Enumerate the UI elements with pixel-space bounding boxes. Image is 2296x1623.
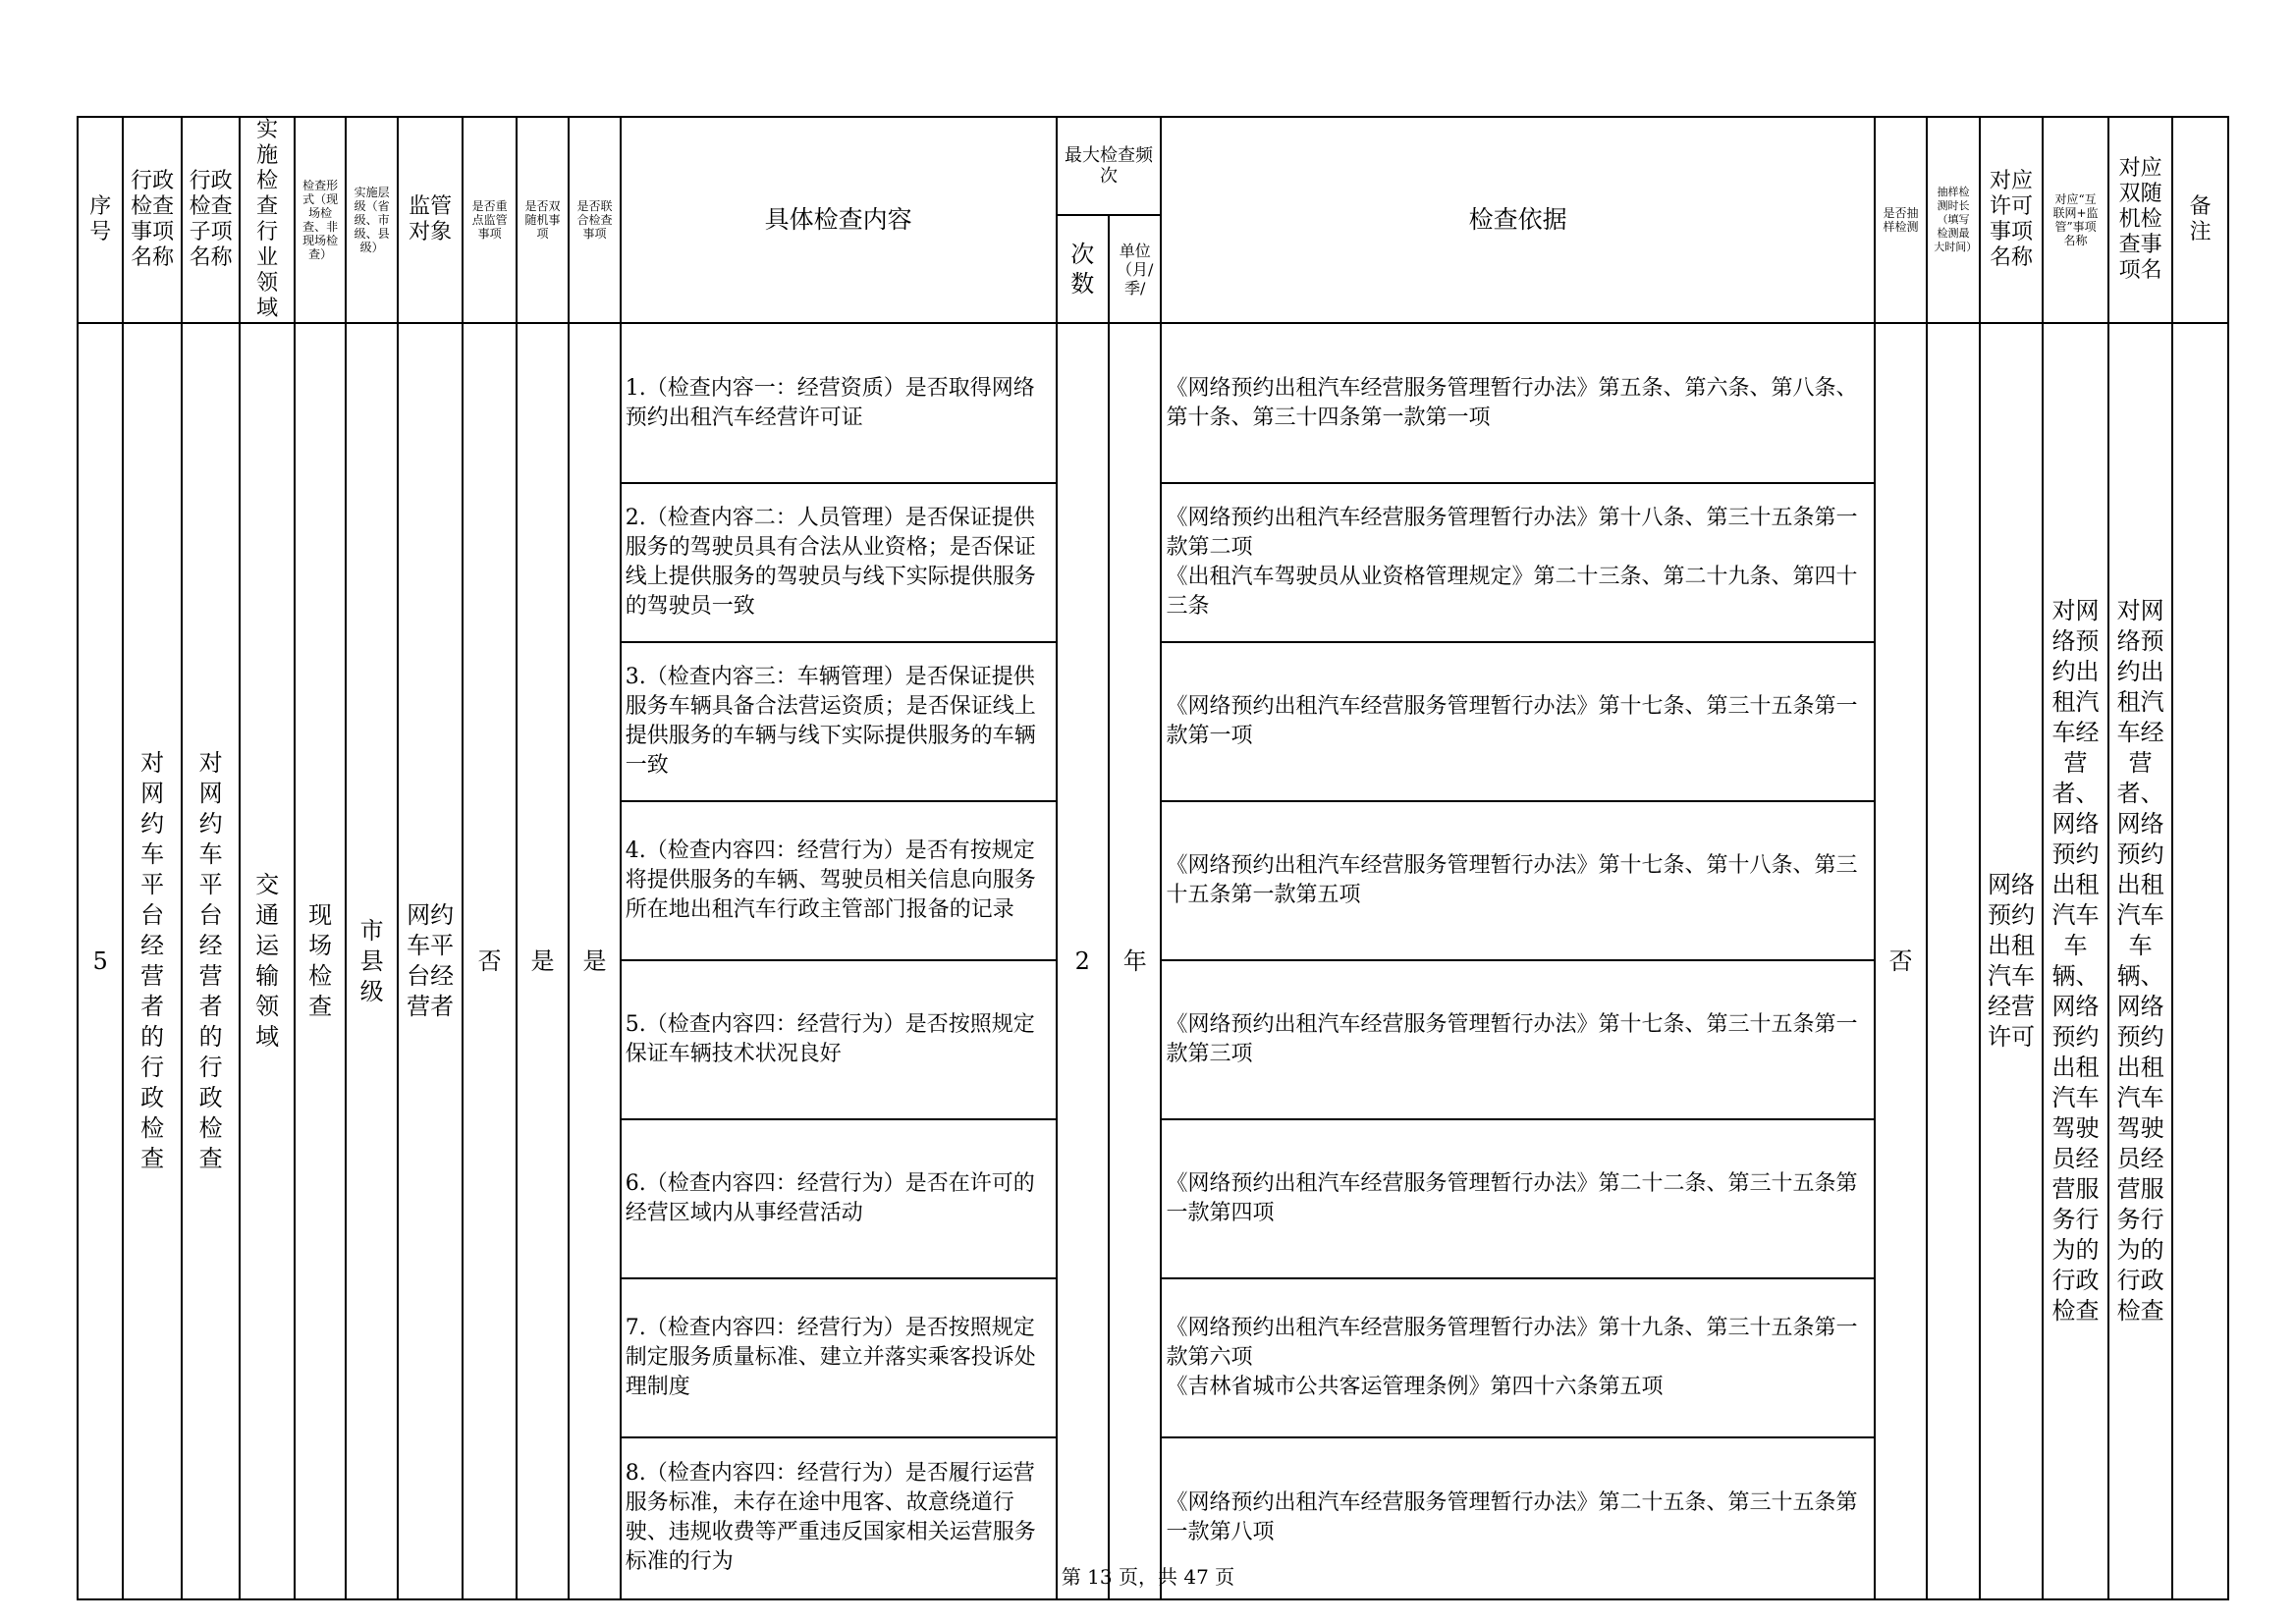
content-item: 6.（检查内容四：经营行为）是否在许可的经营区域内从事经营活动 <box>622 1120 1056 1279</box>
cell-sample-time <box>1927 323 1979 1599</box>
header-form: 检查形式（现场检查、非现场检查） <box>295 117 346 323</box>
content-item: 1.（检查内容一：经营资质）是否取得网络预约出租汽车经营许可证 <box>622 325 1056 484</box>
basis-text: 《网络预约出租汽车经营服务管理暂行办法》第十八条、第三十五条第一款第二项 <box>1166 506 1858 560</box>
header-joint: 是否联合检查事项 <box>569 117 620 323</box>
header-note: 备注 <box>2172 117 2228 323</box>
cell-level: 市县级 <box>346 323 397 1599</box>
header-license: 对应许可事项名称 <box>1980 117 2044 323</box>
header-freq-times: 次数 <box>1057 215 1109 323</box>
basis-item <box>1162 802 1873 961</box>
basis-text: 《网络预约出租汽车经营服务管理暂行办法》第五条、第六条、第八条、第十条、第三十四条第一款第一项 <box>1166 376 1858 430</box>
header-content: 具体检查内容 <box>621 117 1057 323</box>
header-freq-unit: 单位（月/季/ <box>1109 215 1161 323</box>
header-target: 监管对象 <box>398 117 464 323</box>
header-dual-random: 对应双随机检查事项名 <box>2108 117 2173 323</box>
basis-text: 《吉林省城市公共客运管理条例》第四十六条第五项 <box>1166 1375 1664 1399</box>
basis-text: 《出租汽车驾驶员从业资格管理规定》第二十三条、第二十九条、第四十三条 <box>1166 565 1858 619</box>
basis-item <box>1162 1120 1873 1279</box>
basis-item <box>1162 484 1873 643</box>
header-basis: 检查依据 <box>1161 117 1874 323</box>
content-item: 7.（检查内容四：经营行为）是否按照规定制定服务质量标准、建立并落实乘客投诉处理制度 <box>622 1279 1056 1438</box>
header-sub-item-name: 行政检查子项名称 <box>182 117 241 323</box>
content-item: 3.（检查内容三：车辆管理）是否保证提供服务车辆具备合法营运资质；是否保证线上提供服务的车辆与线下实际提供服务的车辆一致 <box>622 643 1056 802</box>
cell-basis-list <box>1161 323 1874 1599</box>
inspection-table <box>77 116 2229 1600</box>
content-item: 5.（检查内容四：经营行为）是否按照规定保证车辆技术状况良好 <box>622 961 1056 1120</box>
basis-item <box>1162 1279 1873 1438</box>
cell-form: 现场检查 <box>295 323 346 1599</box>
content-item: 2.（检查内容二：人员管理）是否保证提供服务的驾驶员具有合法从业资格；是否保证线上提供服务的驾驶员与线下实际提供服务的驾驶员一致 <box>622 484 1056 643</box>
header-sample-time: 抽样检测时长（填写检测最大时间） <box>1927 117 1979 323</box>
table-row <box>78 323 2228 1599</box>
header-internet: 对应“互联网+监管”事项名称 <box>2043 117 2108 323</box>
basis-item <box>1162 325 1873 484</box>
cell-item-name: 对网约车平台经营者的行政检查 <box>123 323 182 1599</box>
cell-random: 是 <box>517 323 569 1599</box>
header-level: 实施层级（省级、市级、县级） <box>346 117 397 323</box>
basis-item <box>1162 643 1873 802</box>
cell-sampling: 否 <box>1875 323 1927 1599</box>
header-seq: 序号 <box>78 117 123 323</box>
cell-note <box>2172 323 2228 1599</box>
basis-text: 《网络预约出租汽车经营服务管理暂行办法》第十七条、第十八条、第三十五条第一款第五项 <box>1166 853 1858 907</box>
cell-content-list <box>621 323 1057 1599</box>
basis-text: 《网络预约出租汽车经营服务管理暂行办法》第十七条、第三十五条第一款第一项 <box>1166 694 1858 748</box>
cell-freq-unit: 年 <box>1109 323 1161 1599</box>
cell-sub-item-name: 对网约车平台经营者的行政检查 <box>182 323 241 1599</box>
cell-freq-times: 2 <box>1057 323 1109 1599</box>
cell-seq: 5 <box>78 323 123 1599</box>
basis-item <box>1162 961 1873 1120</box>
header-key: 是否重点监管事项 <box>463 117 516 323</box>
basis-text: 《网络预约出租汽车经营服务管理暂行办法》第二十二条、第三十五条第一款第四项 <box>1166 1171 1858 1225</box>
content-item: 4.（检查内容四：经营行为）是否有按规定将提供服务的车辆、驾驶员相关信息向服务所在地出租汽车行政主管部门报备的记录 <box>622 802 1056 961</box>
cell-license: 网络预约出租汽车经营许可 <box>1980 323 2044 1599</box>
cell-joint: 是 <box>569 323 620 1599</box>
page-number: 第 13 页，共 47 页 <box>1061 1565 1235 1589</box>
header-industry: 实施检查行业领域 <box>240 117 294 323</box>
header-freq: 最大检查频次 <box>1057 117 1162 215</box>
basis-text: 《网络预约出租汽车经营服务管理暂行办法》第二十五条、第三十五条第一款第八项 <box>1166 1490 1858 1544</box>
basis-text: 《网络预约出租汽车经营服务管理暂行办法》第十九条、第三十五条第一款第六项 <box>1166 1316 1858 1370</box>
cell-internet: 对网络预约出租汽车经营者、网络预约出租汽车车辆、网络预约出租汽车驾驶员经营服务行为的行政检查 <box>2043 323 2108 1599</box>
cell-dual-random: 对网络预约出租汽车经营者、网络预约出租汽车车辆、网络预约出租汽车驾驶员经营服务行为的行政检查 <box>2108 323 2173 1599</box>
cell-target: 网约车平台经营者 <box>398 323 464 1599</box>
cell-industry: 交通运输领域 <box>240 323 294 1599</box>
header-sampling: 是否抽样检测 <box>1875 117 1927 323</box>
header-item-name: 行政检查事项名称 <box>123 117 182 323</box>
content-item: 8.（检查内容四：经营行为）是否履行运营服务标准，未存在途中甩客、故意绕道行驶、违规收费等严重违反国家相关运营服务标准的行为 <box>625 1461 1036 1574</box>
cell-key: 否 <box>463 323 516 1599</box>
header-random: 是否双随机事项 <box>517 117 569 323</box>
basis-text: 《网络预约出租汽车经营服务管理暂行办法》第十七条、第三十五条第一款第三项 <box>1166 1012 1858 1066</box>
